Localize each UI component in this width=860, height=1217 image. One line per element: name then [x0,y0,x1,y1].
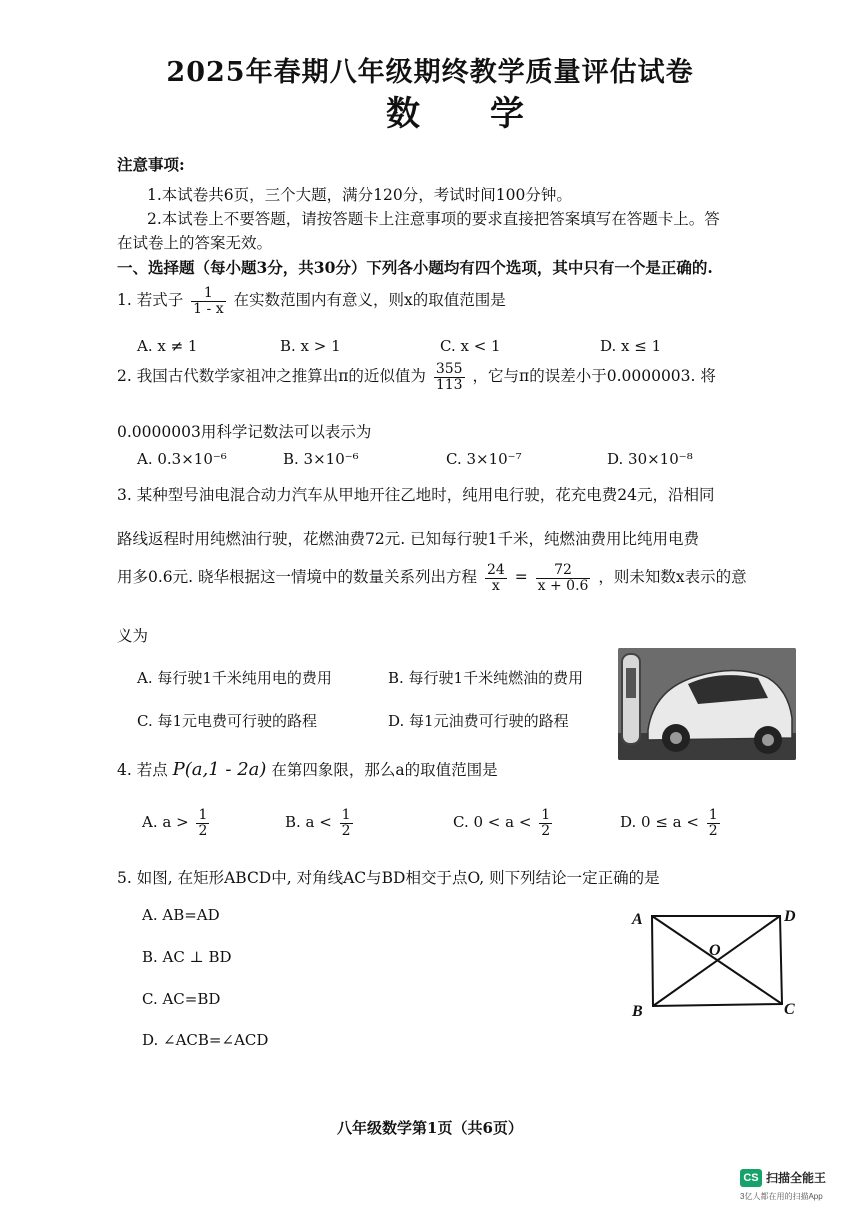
label-d: D [784,908,796,925]
scanner-name: 扫描全能王 [766,1171,827,1185]
label-c: C [784,1001,795,1018]
q3-equation-left: $\frac{24}{x}$ [486,562,505,594]
q5-option-d: D. ∠ACB=∠ACD [142,1031,269,1049]
q3-line-3-prefix: 用多0.6元. 晓华根据这一情境中的数量关系列出方程 [117,568,478,587]
question-1 [117,286,506,316]
q4-option-d: D. 0 ≤ a < $\frac{1}{2}$ [620,807,718,839]
rectangle-diagram [628,902,803,1022]
q1-option-d: D. x ≤ 1 [600,337,662,355]
q1-option-c: C. x < 1 [440,337,501,355]
notice-item-1: 1.本试卷共6页，三个大题，满分120分，考试时间100分钟。 [147,186,572,204]
question-2 [117,362,716,392]
q1-suffix: 在实数范围内有意义，则x的取值范围是 [233,291,506,310]
q4-option-a-fraction: $\frac{1}{2}$ [198,807,208,839]
scanner-logo-icon: CS [740,1169,762,1187]
q3-line-1: 3. 某种型号油电混合动力汽车从甲地开往乙地时，纯用电行驶，花充电费24元，沿相同 [117,486,715,504]
question-5: 5. 如图, 在矩形ABCD中, 对角线AC与BD相交于点O, 则下列结论一定正确的是 [117,869,660,887]
q4-point: P(a,1 - 2a) [172,759,267,780]
q3-option-d: D. 每1元油费可行驶的路程 [388,712,569,730]
q4-option-d-fraction: $\frac{1}{2}$ [708,807,718,839]
q4-option-b: B. a < $\frac{1}{2}$ [285,807,351,839]
section-1-heading: 一、选择题（每小题3分，共30分）下列各小题均有四个选项，其中只有一个是正确的. [117,258,713,277]
q2-option-c: C. 3×10⁻⁷ [446,450,522,468]
q2-suffix: ，它与π的误差小于0.0000003. 将 [472,367,716,386]
label-o: O [709,942,721,959]
exam-title: 2025年春期八年级期终教学质量评估试卷 [166,57,694,88]
car-photo [618,648,796,760]
q3-line-4: 义为 [117,627,149,645]
q4-option-c: C. 0 < a < $\frac{1}{2}$ [453,807,551,839]
q2-prefix: 2. 我国古代数学家祖冲之推算出π的近似值为 [117,367,426,386]
label-b: B [632,1003,643,1020]
q3-line-2: 路线返程时用纯燃油行驶，花燃油费72元. 已知每行驶1千米，纯燃油费用比纯用电费 [117,530,699,548]
q2-line-2: 0.0000003用科学记数法可以表示为 [117,423,372,441]
q4-suffix: 在第四象限，那么a的取值范围是 [271,761,498,779]
q1-option-b: B. x > 1 [280,337,341,355]
question-4 [117,758,498,780]
q4-option-b-fraction: $\frac{1}{2}$ [341,807,351,839]
q1-option-a: A. x ≠ 1 [137,337,198,355]
q3-option-c: C. 每1元电费可行驶的路程 [137,712,318,730]
scanner-watermark [740,1167,852,1207]
notice-item-2-line-1: 2.本试卷上不要答题，请按答题卡上注意事项的要求直接把答案填写在答题卡上。答 [147,210,720,228]
q5-option-c: C. AC=BD [142,990,221,1008]
q2-fraction: $\frac{355}{113}$ [435,361,463,393]
car-icon [618,648,796,760]
q2-option-a: A. 0.3×10⁻⁶ [137,450,227,468]
q4-prefix: 4. 若点 [117,761,168,779]
q3-option-b: B. 每行驶1千米纯燃油的费用 [388,669,584,687]
q4-option-a: A. a > $\frac{1}{2}$ [142,807,208,839]
q3-option-a: A. 每行驶1千米纯用电的费用 [137,669,332,687]
q3-equation-right: $\frac{72}{x + 0.6}$ [537,562,589,594]
notice-heading: 注意事项: [117,155,185,174]
q1-fraction: $\frac{1}{1 - x}$ [193,285,224,317]
scanner-slogan: 3亿人都在用的扫描App [740,1192,823,1201]
subject-title: 数学 [386,94,594,134]
q1-prefix: 1. 若式子 [117,291,184,310]
q2-option-b: B. 3×10⁻⁶ [283,450,359,468]
notice-item-2-line-2: 在试卷上的答案无效。 [117,234,273,252]
q2-option-d: D. 30×10⁻⁸ [607,450,693,468]
q5-option-b: B. AC ⊥ BD [142,948,232,966]
label-a: A [632,911,643,928]
q3-line-3-suffix: ，则未知数x表示的意 [598,568,747,587]
q3-equation-sign: = [514,568,528,587]
q4-option-c-fraction: $\frac{1}{2}$ [541,807,551,839]
q5-option-a: A. AB=AD [142,906,220,924]
q3-line-3 [117,563,747,593]
page-footer: 八年级数学第1页（共6页） [337,1119,523,1137]
